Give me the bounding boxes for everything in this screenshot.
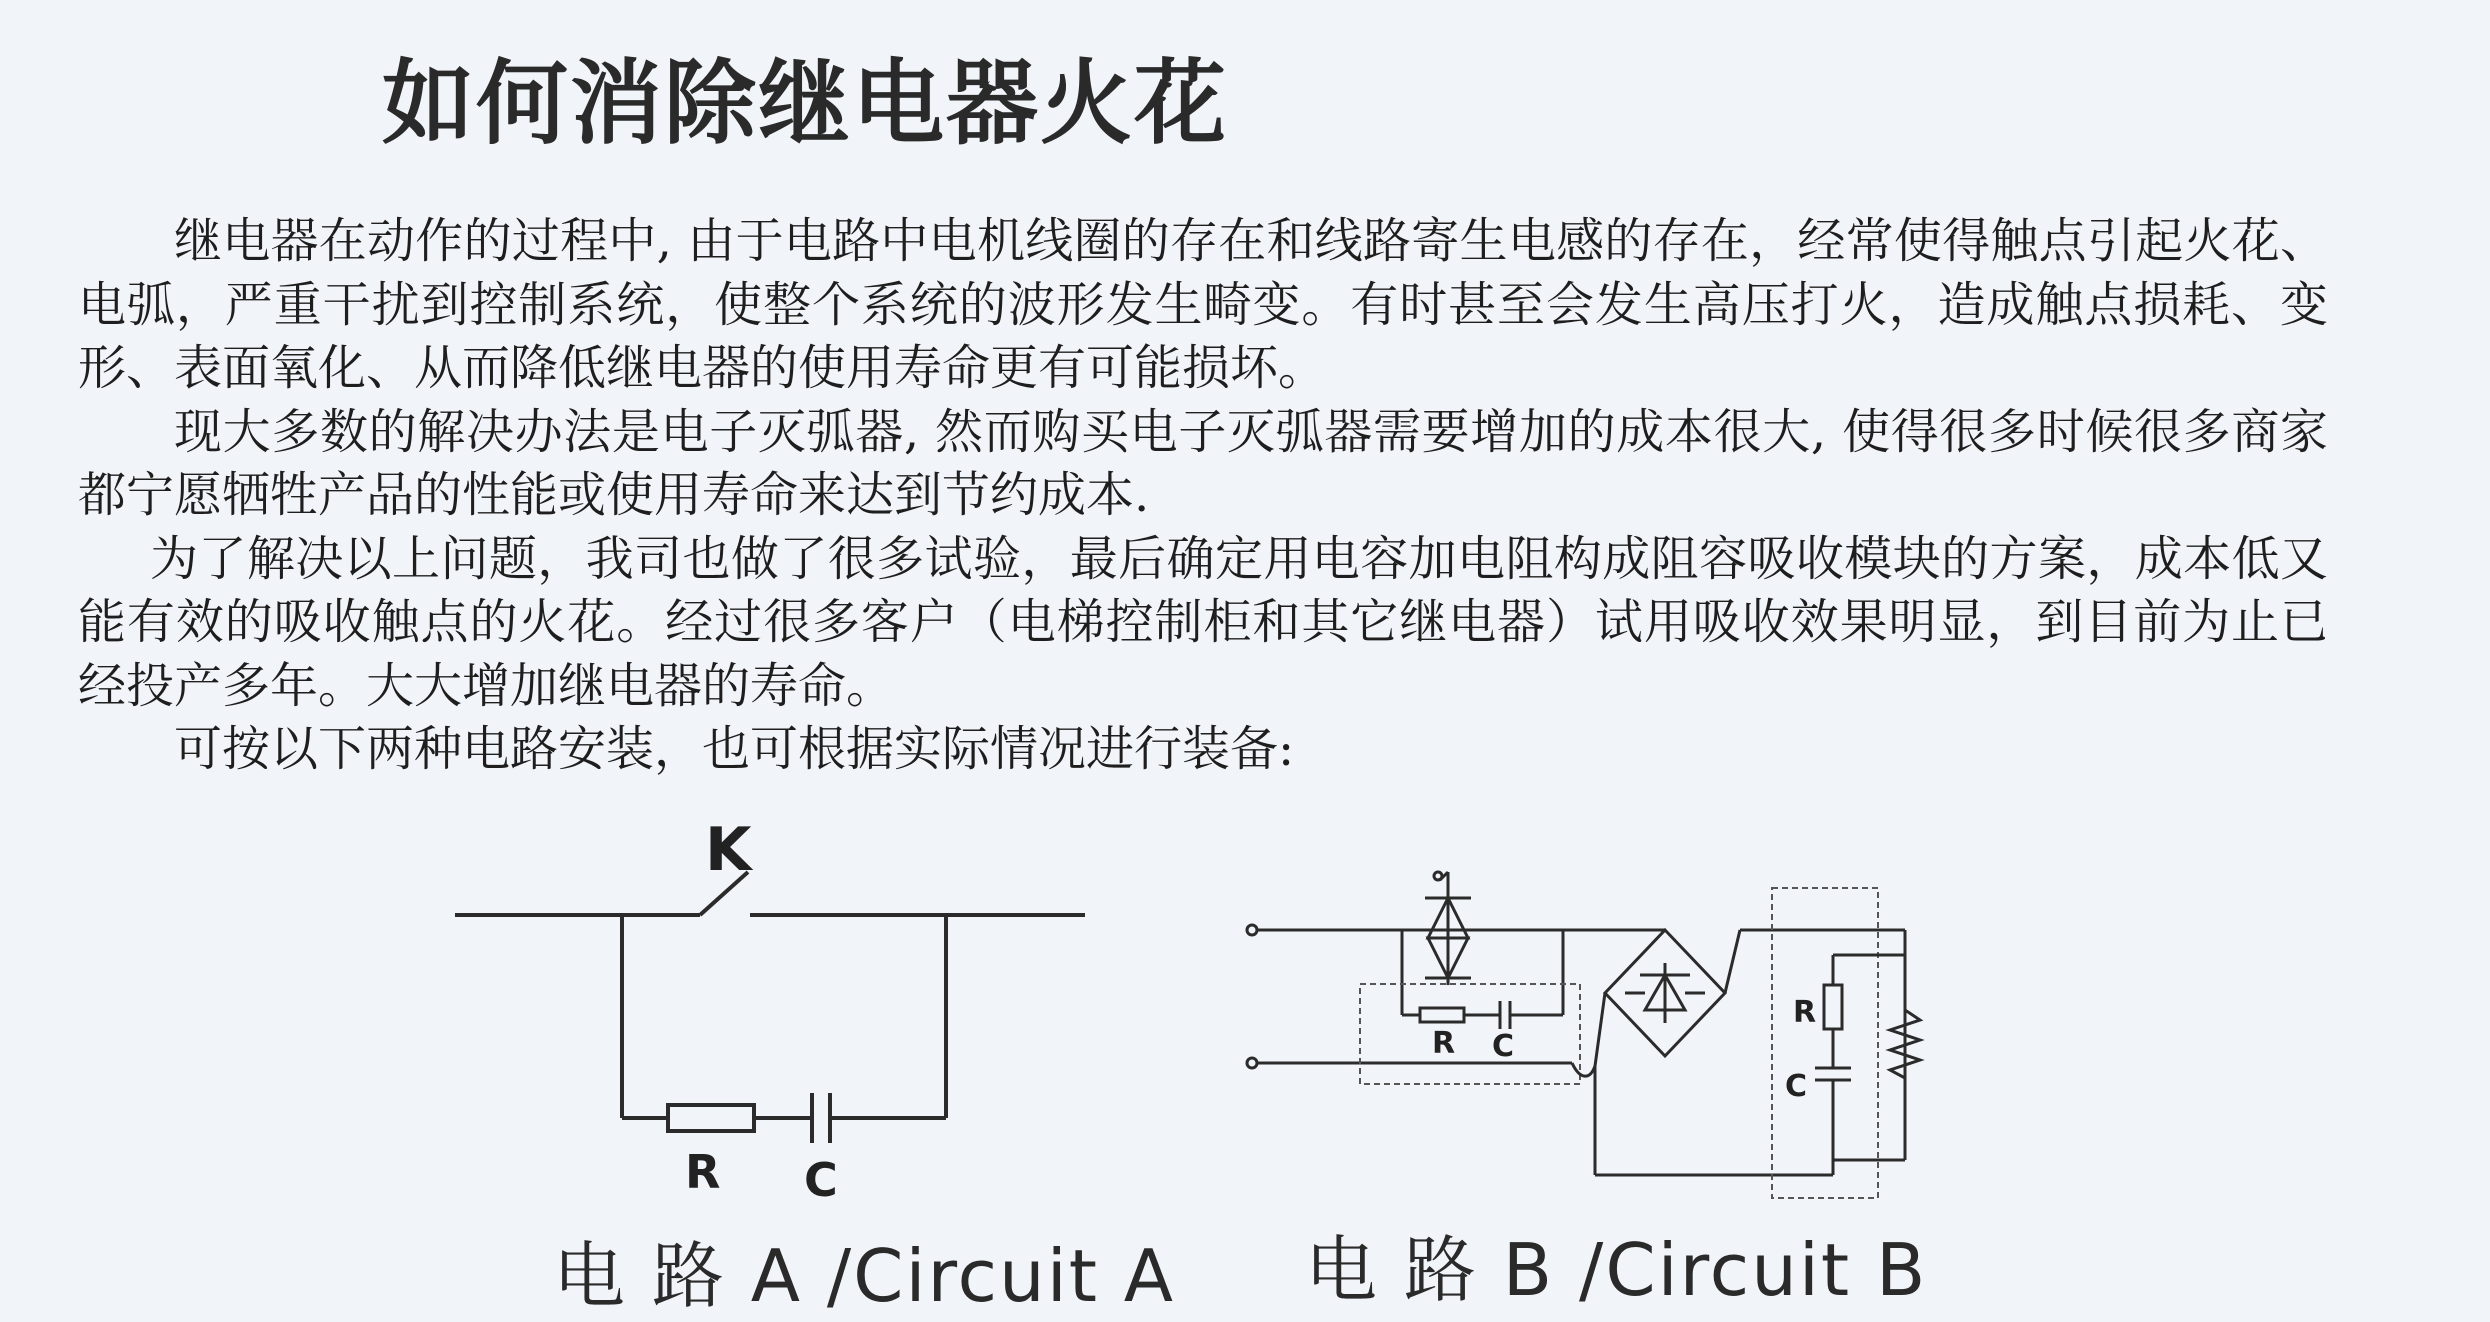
circuit-a-switch-label: K xyxy=(705,815,752,885)
circuit-a-capacitor-label: C xyxy=(804,1153,838,1207)
circuit-b-rc-capacitor-label: C xyxy=(1492,1029,1515,1064)
circuit-b-module-outline xyxy=(1772,888,1878,1198)
circuit-b-input-terminal-bottom xyxy=(1247,1058,1257,1068)
circuit-b-module-capacitor-label: C xyxy=(1785,1069,1808,1104)
paragraph-4: 可按以下两种电路安装，也可根据实际情况进行装备: xyxy=(174,721,1295,777)
circuit-a-caption: 电 路 A /Circuit A xyxy=(553,1234,1176,1318)
page-title: 如何消除继电器火花 xyxy=(381,50,1228,157)
circuit-b-rc-resistor xyxy=(1420,1008,1464,1022)
circuit-a-diagram xyxy=(455,815,1085,1207)
circuit-b-rc-resistor-label: R xyxy=(1432,1026,1456,1061)
paragraph-1: 继电器在动作的过程中, 由于电路中电机线圈的存在和线路寄生电感的存在，经常使得触点引起火花、电弧，严重干扰到控制系统，使整个系统的波形发生畸变。有时甚至会发生高压打火，造成触点损耗、变形、表面氧化、从而降低继电器的使用寿命更有可能损坏。 xyxy=(78,213,2328,396)
circuit-a-resistor-symbol xyxy=(668,1105,754,1131)
circuit-b-diagram xyxy=(1247,872,1920,1198)
circuit-b-module-resistor xyxy=(1824,985,1842,1029)
circuit-a-resistor-label: R xyxy=(685,1145,721,1199)
circuit-b-module-resistor-label: R xyxy=(1793,995,1817,1030)
paragraph-3: 为了解决以上问题，我司也做了很多试验，最后确定用电容加电阻构成阻容吸收模块的方案，成本低又能有效的吸收触点的火花。经过很多客户（电梯控制柜和其它继电器）试用吸收效果明显，到目前为止已经投产多年。大大增加继电器的寿命。 xyxy=(78,530,2328,714)
paragraph-2: 现大多数的解决办法是电子灭弧器, 然而购买电子灭弧器需要增加的成本很大, 使得很多时候很多商家都宁愿牺牲产品的性能或使用寿命来达到节约成本. xyxy=(78,403,2328,523)
circuit-b-caption: 电 路 B /Circuit B xyxy=(1305,1228,1928,1312)
circuit-b-input-terminal-top xyxy=(1247,925,1257,935)
circuit-b-gate-terminal xyxy=(1434,872,1442,880)
circuit-b-rc-module-outline xyxy=(1360,984,1580,1084)
